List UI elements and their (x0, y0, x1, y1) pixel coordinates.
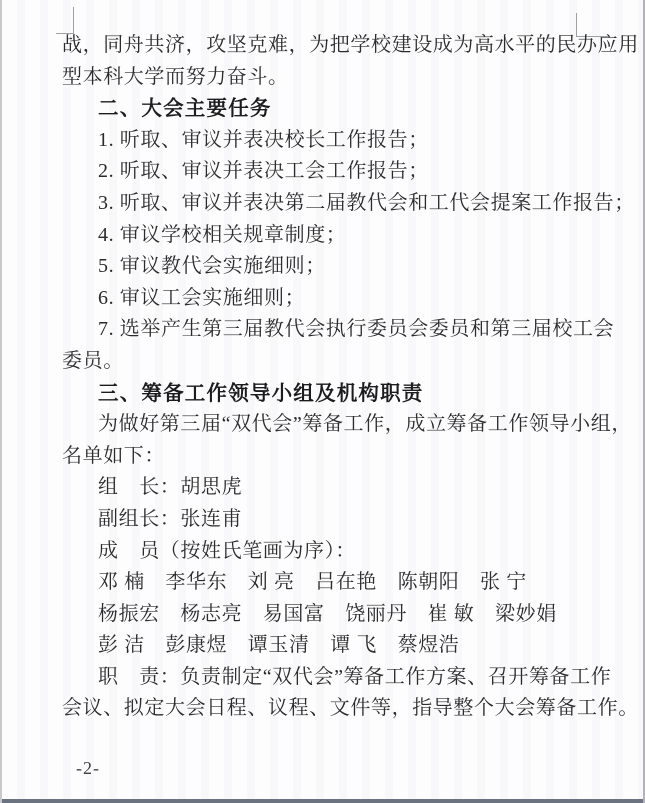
text-line: 名单如下： (62, 444, 165, 467)
role-line-leader: 组 长：胡思虎 (98, 476, 243, 499)
text-line: 型本科大学而努力奋斗。 (62, 65, 289, 88)
list-item: 4. 审议学校相关规章制度； (98, 223, 347, 246)
list-item: 2. 听取、审议并表决工会工作报告； (98, 160, 429, 183)
member-names-row: 邓 楠 李华东 刘 亮 吕在艳 陈朝阳 张 宁 (98, 571, 527, 594)
list-item: 5. 审议教代会实施细则； (98, 255, 326, 278)
text-line: 战，同舟共济，攻坚克难，为把学校建设成为高水平的民办应用 (62, 34, 639, 56)
list-item: 1. 听取、审议并表决校长工作报告； (98, 128, 429, 151)
role-line-members-label: 成 员（按姓氏笔画为序）： (98, 539, 356, 562)
text-line: 为做好第三届“双代会”筹备工作，成立筹备工作领导小组， (98, 413, 632, 436)
document-body (62, 30, 639, 725)
member-names-row: 彭 洁 彭康煜 谭玉清 谭 飞 蔡煜浩 (98, 634, 460, 657)
list-item: 7. 选举产生第三届教代会执行委员会委员和第三届校工会 (98, 318, 615, 341)
scanner-edge-band (2, 799, 643, 803)
member-names-row: 杨振宏 杨志亮 易国富 饶丽丹 崔 敏 梁妙娟 (98, 602, 557, 625)
list-item: 3. 听取、审议并表决第二届教代会和工代会提案工作报告； (98, 191, 635, 214)
text-line: 会议、拟定大会日程、议程、文件等，指导整个大会筹备工作。 (62, 697, 639, 720)
section-heading: 二、大会主要任务 (98, 97, 272, 121)
list-item-continuation: 委员。 (62, 349, 124, 372)
list-item: 6. 审议工会实施细则； (98, 286, 306, 309)
role-line-duties: 职 责：负责制定“双代会”筹备工作方案、召开筹备工作 (98, 665, 612, 688)
page-number: -2- (76, 758, 100, 778)
role-line-deputy-leader: 副组长：张连甫 (98, 507, 243, 530)
section-heading: 三、筹备工作领导小组及机构职责 (98, 381, 424, 405)
